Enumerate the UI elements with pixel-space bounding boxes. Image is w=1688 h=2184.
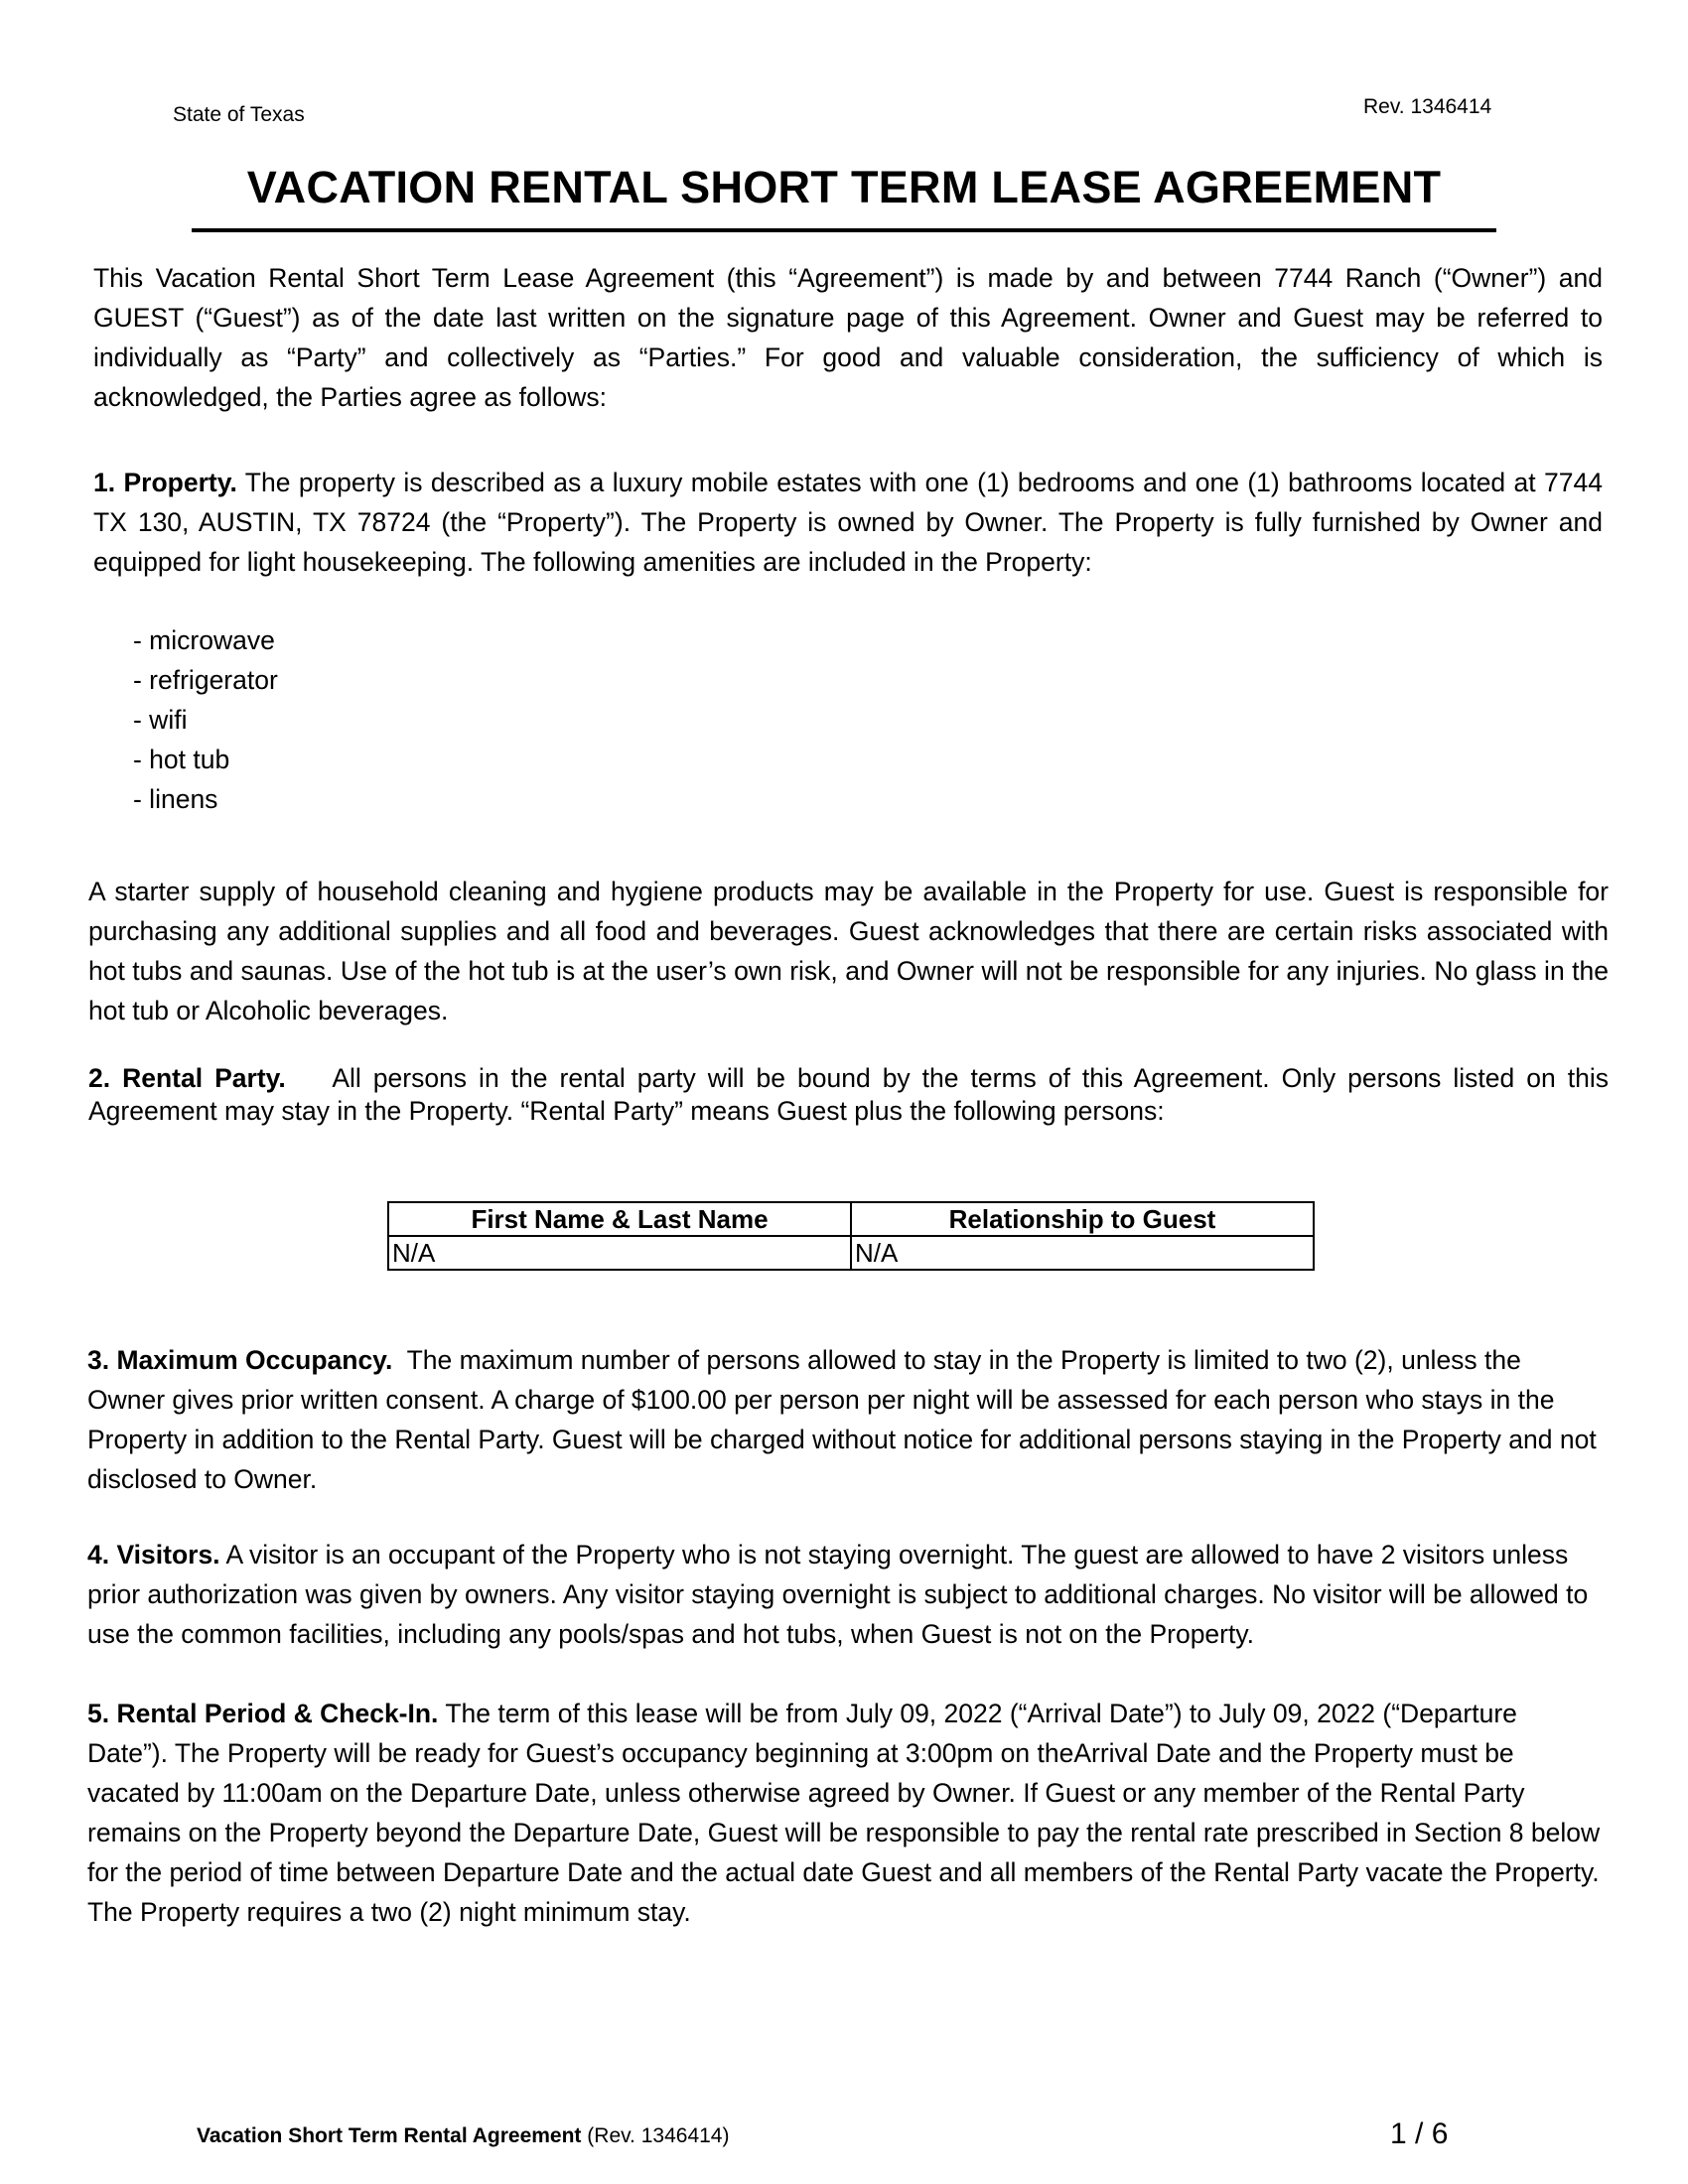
document-title: VACATION RENTAL SHORT TERM LEASE AGREEMENT xyxy=(246,162,1442,212)
table-cell-name: N/A xyxy=(388,1236,851,1270)
section-property-heading: 1. Property. xyxy=(93,468,237,497)
table-header-row xyxy=(388,1202,1314,1236)
page-number: 1 / 6 xyxy=(1390,2117,1449,2150)
revision-label: Rev. 1346414 xyxy=(1363,95,1492,118)
section-rental-period-body: The term of this lease will be from July 09, 2022 (“Arrival Date”) to July 09, 2022 (“Departure Date”). The Property will be ready for Guest’s occupancy beginning at 3:00pm on theArrival Date and the Property must be vacated by 11:00am on the Departure Date, unless otherwise agreed by Owner. If Guest or any member of the Rental Party remains on the Property beyond the Departure Date, Guest will be responsible to pay the rental rate prescribed in Section 8 below for the period of time between Departure Date and the actual date Guest and all members of the Rental Party vacate the Property. The Property requires a two (2) night minimum stay. xyxy=(87,1699,1601,1927)
section-occupancy xyxy=(87,1340,1602,1499)
amenity-item: - wifi xyxy=(133,705,188,735)
section-rental-party-heading: 2. Rental Party. xyxy=(88,1063,286,1093)
section-visitors-heading: 4. Visitors. xyxy=(87,1540,220,1570)
amenity-item: - linens xyxy=(133,784,218,814)
section-property-body: The property is described as a luxury mobile estates with one (1) bedrooms and one (1) bathrooms located at 7744 TX 130, AUSTIN, TX 78724 (the “Property”). The Property is owned by Owner. The Property is fully furnished by Owner and equipped for light housekeeping. The following amenities are included in the Property: xyxy=(93,468,1603,577)
state-label: State of Texas xyxy=(173,103,305,126)
section-rental-party xyxy=(88,1062,1609,1128)
section-rental-period xyxy=(87,1694,1602,1932)
section-rental-party-body: All persons in the rental party will be bound by the terms of this Agreement. Only persons listed on this Agreement may stay in the Property. “Rental Party” means Guest plus the following persons: xyxy=(88,1063,1609,1126)
footer xyxy=(197,2124,729,2148)
supplies-paragraph: A starter supply of household cleaning and hygiene products may be available in the Property for use. Guest is responsible for purchasing any additional supplies and all food and beverages. Guest acknowledges that there are certain risks associated with hot tubs and saunas. Use of the hot tub is at the user’s own risk, and Owner will not be responsible for any injuries. No glass in the hot tub or Alcoholic beverages. xyxy=(88,877,1609,1025)
amenity-item: - refrigerator xyxy=(133,665,278,695)
table-row xyxy=(388,1236,1314,1270)
section-property xyxy=(93,463,1603,582)
table-cell-relationship: N/A xyxy=(851,1236,1314,1270)
footer-revision: (Rev. 1346414) xyxy=(587,2124,730,2147)
amenity-item: - hot tub xyxy=(133,745,230,774)
section-occupancy-body: The maximum number of persons allowed to stay in the Property is limited to two (2), unless the Owner gives prior written consent. A charge of $100.00 per person per night will be assessed for each person who stays in the Property in addition to the Rental Party. Guest will be charged without notice for additional persons staying in the Property and not disclosed to Owner. xyxy=(87,1345,1597,1494)
title-underline xyxy=(192,228,1496,232)
amenity-item: - microwave xyxy=(133,625,275,655)
section-visitors-body: A visitor is an occupant of the Property who is not staying overnight. The guest are allowed to have 2 visitors unless prior authorization was given by owners. Any visitor staying overnight is subject to additional charges. No visitor will be allowed to use the common facilities, including any pools/spas and hot tubs, when Guest is not on the Property. xyxy=(87,1540,1589,1649)
section-visitors xyxy=(87,1535,1602,1654)
amenities-list xyxy=(133,620,278,819)
rental-party-table xyxy=(387,1201,1315,1271)
footer-title: Vacation Short Term Rental Agreement xyxy=(197,2124,582,2147)
section-occupancy-heading: 3. Maximum Occupancy. xyxy=(87,1345,393,1375)
column-header-relationship: Relationship to Guest xyxy=(851,1202,1314,1236)
intro-paragraph: This Vacation Rental Short Term Lease Agreement (this “Agreement”) is made by and between 7744 Ranch (“Owner”) and GUEST (“Guest”) as of the date last written on the signature page of this Agreement. Owner and Guest may be referred to individually as “Party” and collectively as “Parties.” For good and valuable consideration, the sufficiency of which is acknowledged, the Parties agree as follows: xyxy=(93,263,1603,412)
column-header-name: First Name & Last Name xyxy=(388,1202,851,1236)
section-rental-period-heading: 5. Rental Period & Check-In. xyxy=(87,1699,439,1728)
